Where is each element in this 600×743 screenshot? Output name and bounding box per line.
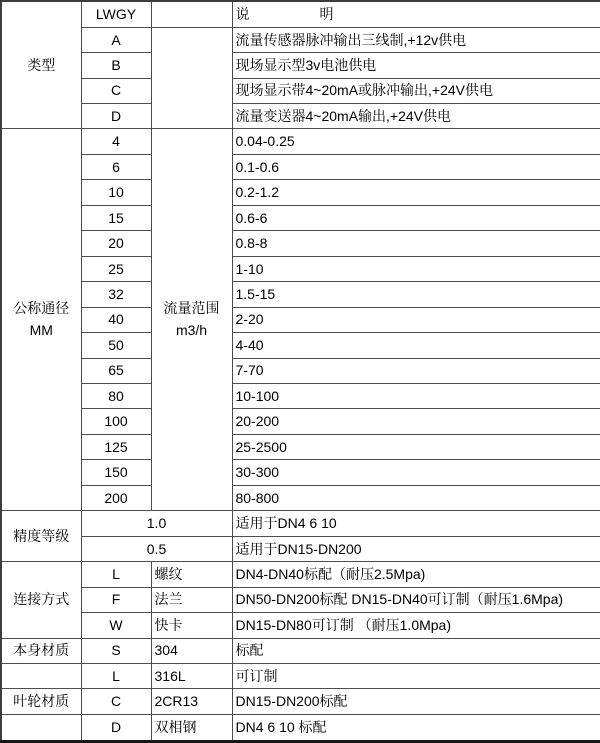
connection-name: 快卡 (151, 613, 232, 638)
body-material-code: S (81, 638, 151, 663)
accuracy-desc: 适用于DN4 6 10 (232, 511, 600, 536)
flow-range-value: 30-300 (232, 460, 600, 485)
flow-range-header-line1: 流量范围 (163, 300, 220, 317)
impeller-material-desc: 可订制 (232, 664, 600, 689)
table-row (1, 511, 600, 536)
empty-cell (151, 1, 232, 27)
flow-range-value: 4-40 (232, 333, 600, 358)
type-code: A (81, 27, 151, 52)
type-code: D (81, 104, 151, 129)
accuracy-desc: 适用于DN15-DN200 (232, 536, 600, 561)
section-label-body-material: 本身材质 (1, 638, 81, 663)
table-row (1, 485, 600, 510)
impeller-material-code: C (81, 689, 151, 714)
connection-name: 法兰 (151, 587, 232, 612)
type-code: B (81, 53, 151, 78)
table-row (1, 154, 600, 179)
connection-name: 螺纹 (151, 562, 232, 587)
table-row (1, 78, 600, 103)
section-label-accuracy: 精度等级 (1, 511, 81, 562)
section-label-connection: 连接方式 (1, 562, 81, 638)
table-row (1, 307, 600, 332)
table-row (1, 689, 600, 714)
table-row (1, 129, 600, 154)
flow-range-header (151, 129, 232, 511)
dn-value: 15 (81, 205, 151, 230)
flow-range-value: 7-70 (232, 358, 600, 383)
table-row (1, 333, 600, 358)
connection-code: W (81, 613, 151, 638)
table-row (1, 536, 600, 561)
table-row (1, 256, 600, 281)
table-row (1, 638, 600, 663)
dn-value: 50 (81, 333, 151, 358)
connection-code: L (81, 562, 151, 587)
flow-range-value: 10-100 (232, 384, 600, 409)
table-row (1, 714, 600, 741)
table-row (1, 205, 600, 230)
type-desc: 现场显示型3v电池供电 (232, 53, 600, 78)
type-desc: 现场显示带4~20mA或脉冲输出,+24V供电 (232, 78, 600, 103)
dn-value: 40 (81, 307, 151, 332)
table-row (1, 1, 600, 27)
impeller-material-code: L (81, 664, 151, 689)
type-code: C (81, 78, 151, 103)
flow-range-value: 1-10 (232, 256, 600, 281)
section-label-type: 类型 (1, 1, 81, 129)
flow-range-value: 1.5-15 (232, 282, 600, 307)
impeller-material-name: 2CR13 (151, 689, 232, 714)
connection-desc: DN15-DN80可订制 （耐压1.0Mpa) (232, 613, 600, 638)
dn-value: 10 (81, 180, 151, 205)
flow-range-value: 0.1-0.6 (232, 154, 600, 179)
flow-range-value: 0.04-0.25 (232, 129, 600, 154)
table-row (1, 231, 600, 256)
connection-desc: DN4-DN40标配（耐压2.5Mpa) (232, 562, 600, 587)
empty-cell (1, 714, 81, 741)
flow-range-value: 0.8-8 (232, 231, 600, 256)
type-desc: 流量传感器脉冲输出三线制,+12v供电 (232, 27, 600, 52)
section-label-impeller-material: 叶轮材质 (1, 689, 81, 714)
table-row (1, 53, 600, 78)
flow-range-value: 80-800 (232, 485, 600, 510)
table-row (1, 409, 600, 434)
table-row (1, 384, 600, 409)
dn-value: 6 (81, 154, 151, 179)
dn-value: 25 (81, 256, 151, 281)
section-label-diameter (1, 129, 81, 511)
table-row (1, 180, 600, 205)
impeller-material-name: 双相钢 (151, 714, 232, 741)
diameter-label-line2: MM (29, 321, 53, 338)
diameter-label-line1: 公称通径 (13, 300, 70, 317)
dn-value: 4 (81, 129, 151, 154)
table-row (1, 613, 600, 638)
table-row (1, 664, 600, 689)
accuracy-value: 1.0 (81, 511, 232, 536)
description-header: 说 明 (232, 1, 600, 27)
accuracy-value: 0.5 (81, 536, 232, 561)
impeller-material-desc: DN4 6 10 标配 (232, 714, 600, 741)
table-row (1, 434, 600, 459)
type-desc: 流量变送器4~20mA输出,+24V供电 (232, 104, 600, 129)
dn-value: 150 (81, 460, 151, 485)
table-row (1, 562, 600, 587)
table-row (1, 104, 600, 129)
table-row (1, 587, 600, 612)
dn-value: 100 (81, 409, 151, 434)
flow-range-value: 2-20 (232, 307, 600, 332)
table-row (1, 358, 600, 383)
connection-code: F (81, 587, 151, 612)
flow-range-value: 25-2500 (232, 434, 600, 459)
table-row (1, 282, 600, 307)
flow-range-value: 0.2-1.2 (232, 180, 600, 205)
empty-cell (151, 27, 232, 129)
table-row (1, 460, 600, 485)
dn-value: 20 (81, 231, 151, 256)
flow-range-value: 0.6-6 (232, 205, 600, 230)
impeller-material-name: 316L (151, 664, 232, 689)
connection-desc: DN50-DN200标配 DN15-DN40可订制（耐压1.6Mpa) (232, 587, 600, 612)
body-material-name: 304 (151, 638, 232, 663)
impeller-material-desc: DN15-DN200标配 (232, 689, 600, 714)
flow-range-value: 20-200 (232, 409, 600, 434)
empty-cell (1, 664, 81, 689)
flow-range-header-line2: m3/h (175, 321, 208, 338)
dn-value: 80 (81, 384, 151, 409)
dn-value: 65 (81, 358, 151, 383)
table-row (1, 27, 600, 52)
impeller-material-code: D (81, 714, 151, 741)
dn-value: 32 (81, 282, 151, 307)
model-code-header: LWGY (81, 1, 151, 27)
dn-value: 125 (81, 434, 151, 459)
body-material-desc: 标配 (232, 638, 600, 663)
dn-value: 200 (81, 485, 151, 510)
